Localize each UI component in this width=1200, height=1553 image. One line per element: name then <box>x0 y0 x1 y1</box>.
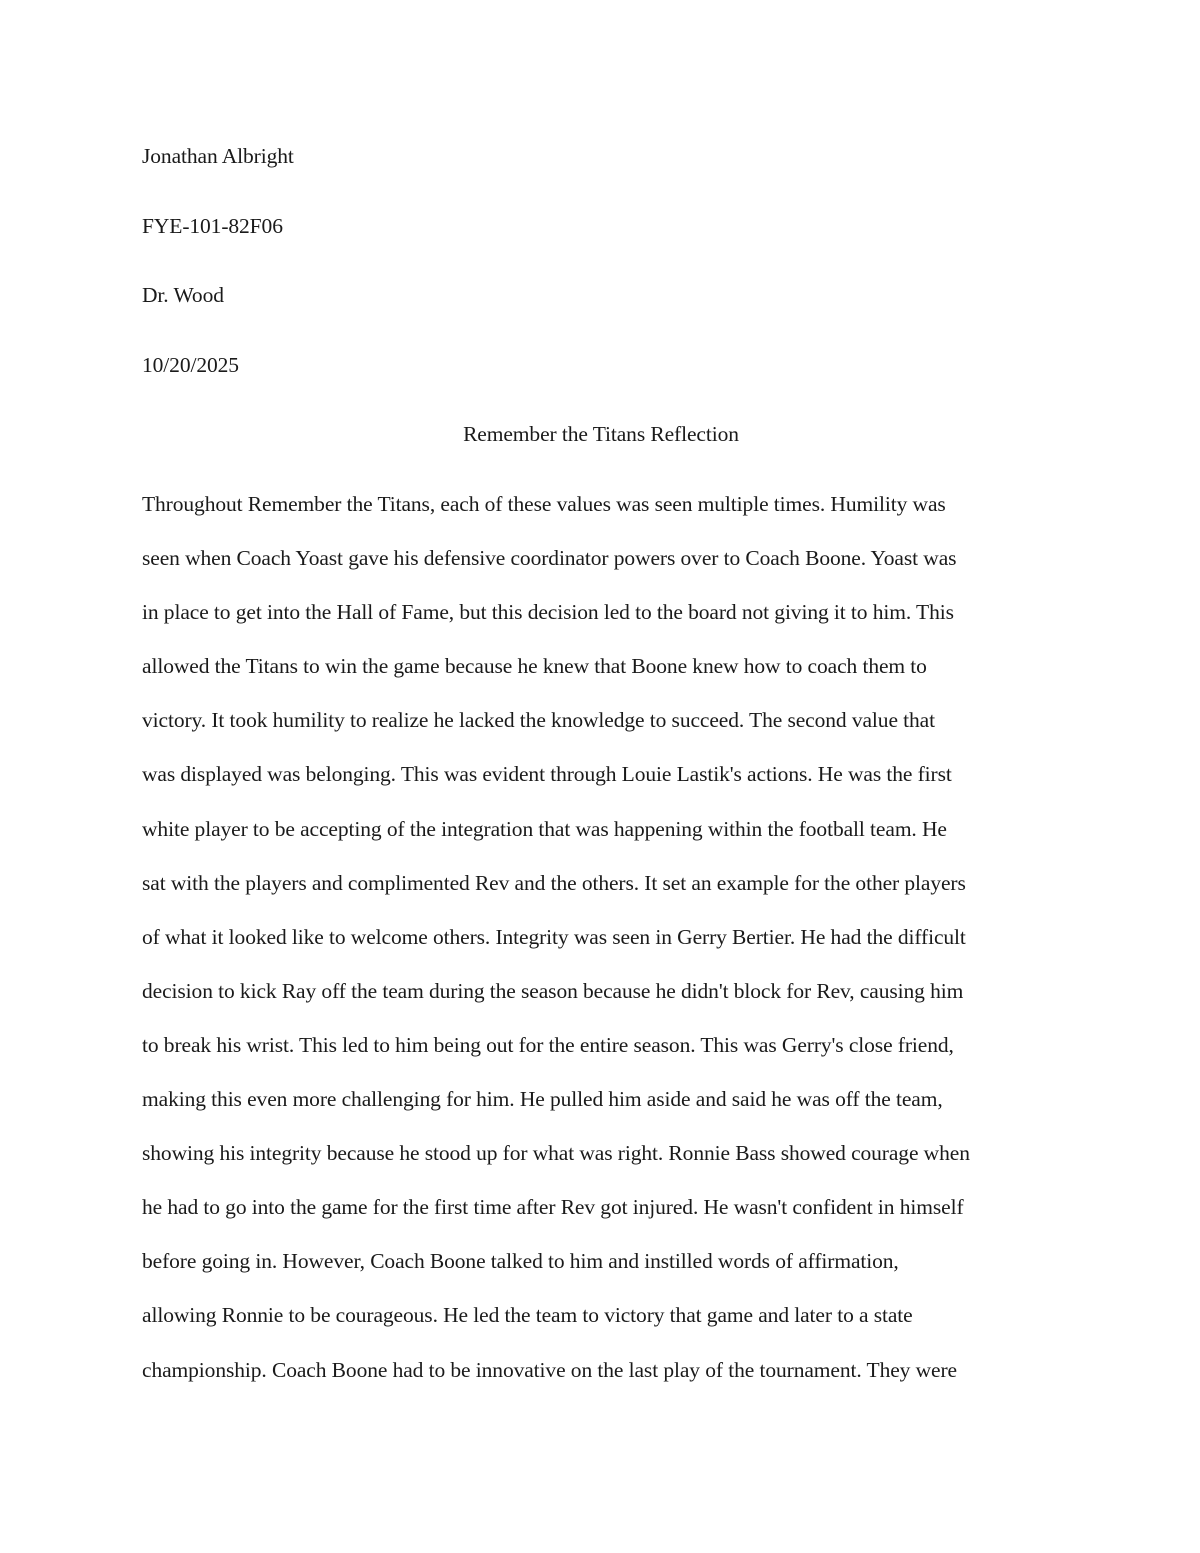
body-line: allowing Ronnie to be courageous. He led the team to victory that game and later to a state <box>142 1303 913 1328</box>
body-line: making this even more challenging for him. He pulled him aside and said he was off the team, <box>142 1087 943 1112</box>
body-line: in place to get into the Hall of Fame, but this decision led to the board not giving it to him. This <box>142 600 954 625</box>
body-line: was displayed was belonging. This was evident through Louie Lastik's actions. He was the first <box>142 762 952 787</box>
document-content <box>142 140 1062 1408</box>
body-line: Throughout Remember the Titans, each of these values was seen multiple times. Humility was <box>142 492 946 516</box>
body-line: seen when Coach Yoast gave his defensive coordinator powers over to Coach Boone. Yoast was <box>142 546 957 571</box>
body-line: he had to go into the game for the first time after Rev got injured. He wasn't confident in himself <box>142 1195 964 1220</box>
body-line: sat with the players and complimented Rev and the others. It set an example for the other players <box>142 870 966 895</box>
body-line: showing his integrity because he stood up for what was right. Ronnie Bass showed courage when <box>142 1141 970 1166</box>
body-line: decision to kick Ray off the team during the season because he didn't block for Rev, causing him <box>142 978 964 1003</box>
body-line: allowed the Titans to win the game because he knew that Boone knew how to coach them to <box>142 654 927 679</box>
body-line: white player to be accepting of the integration that was happening within the football team. He <box>142 816 947 841</box>
body-line: victory. It took humility to realize he lacked the knowledge to succeed. The second value that <box>142 708 935 733</box>
course-code: FYE-101-82F06 <box>142 213 283 238</box>
student-name: Jonathan Albright <box>142 144 294 168</box>
body-line: championship. Coach Boone had to be innovative on the last play of the tournament. They were <box>142 1357 957 1382</box>
body-line: before going in. However, Coach Boone talked to him and instilled words of affirmation, <box>142 1249 899 1274</box>
body-line: of what it looked like to welcome others. Integrity was seen in Gerry Bertier. He had the difficult <box>142 924 966 949</box>
body-line: to break his wrist. This led to him being out for the entire season. This was Gerry's close friend, <box>142 1032 954 1057</box>
document-title: Remember the Titans Reflection <box>463 422 739 446</box>
document-date: 10/20/2025 <box>142 352 239 377</box>
instructor-name: Dr. Wood <box>142 283 224 307</box>
body-paragraph <box>142 488 1062 1408</box>
